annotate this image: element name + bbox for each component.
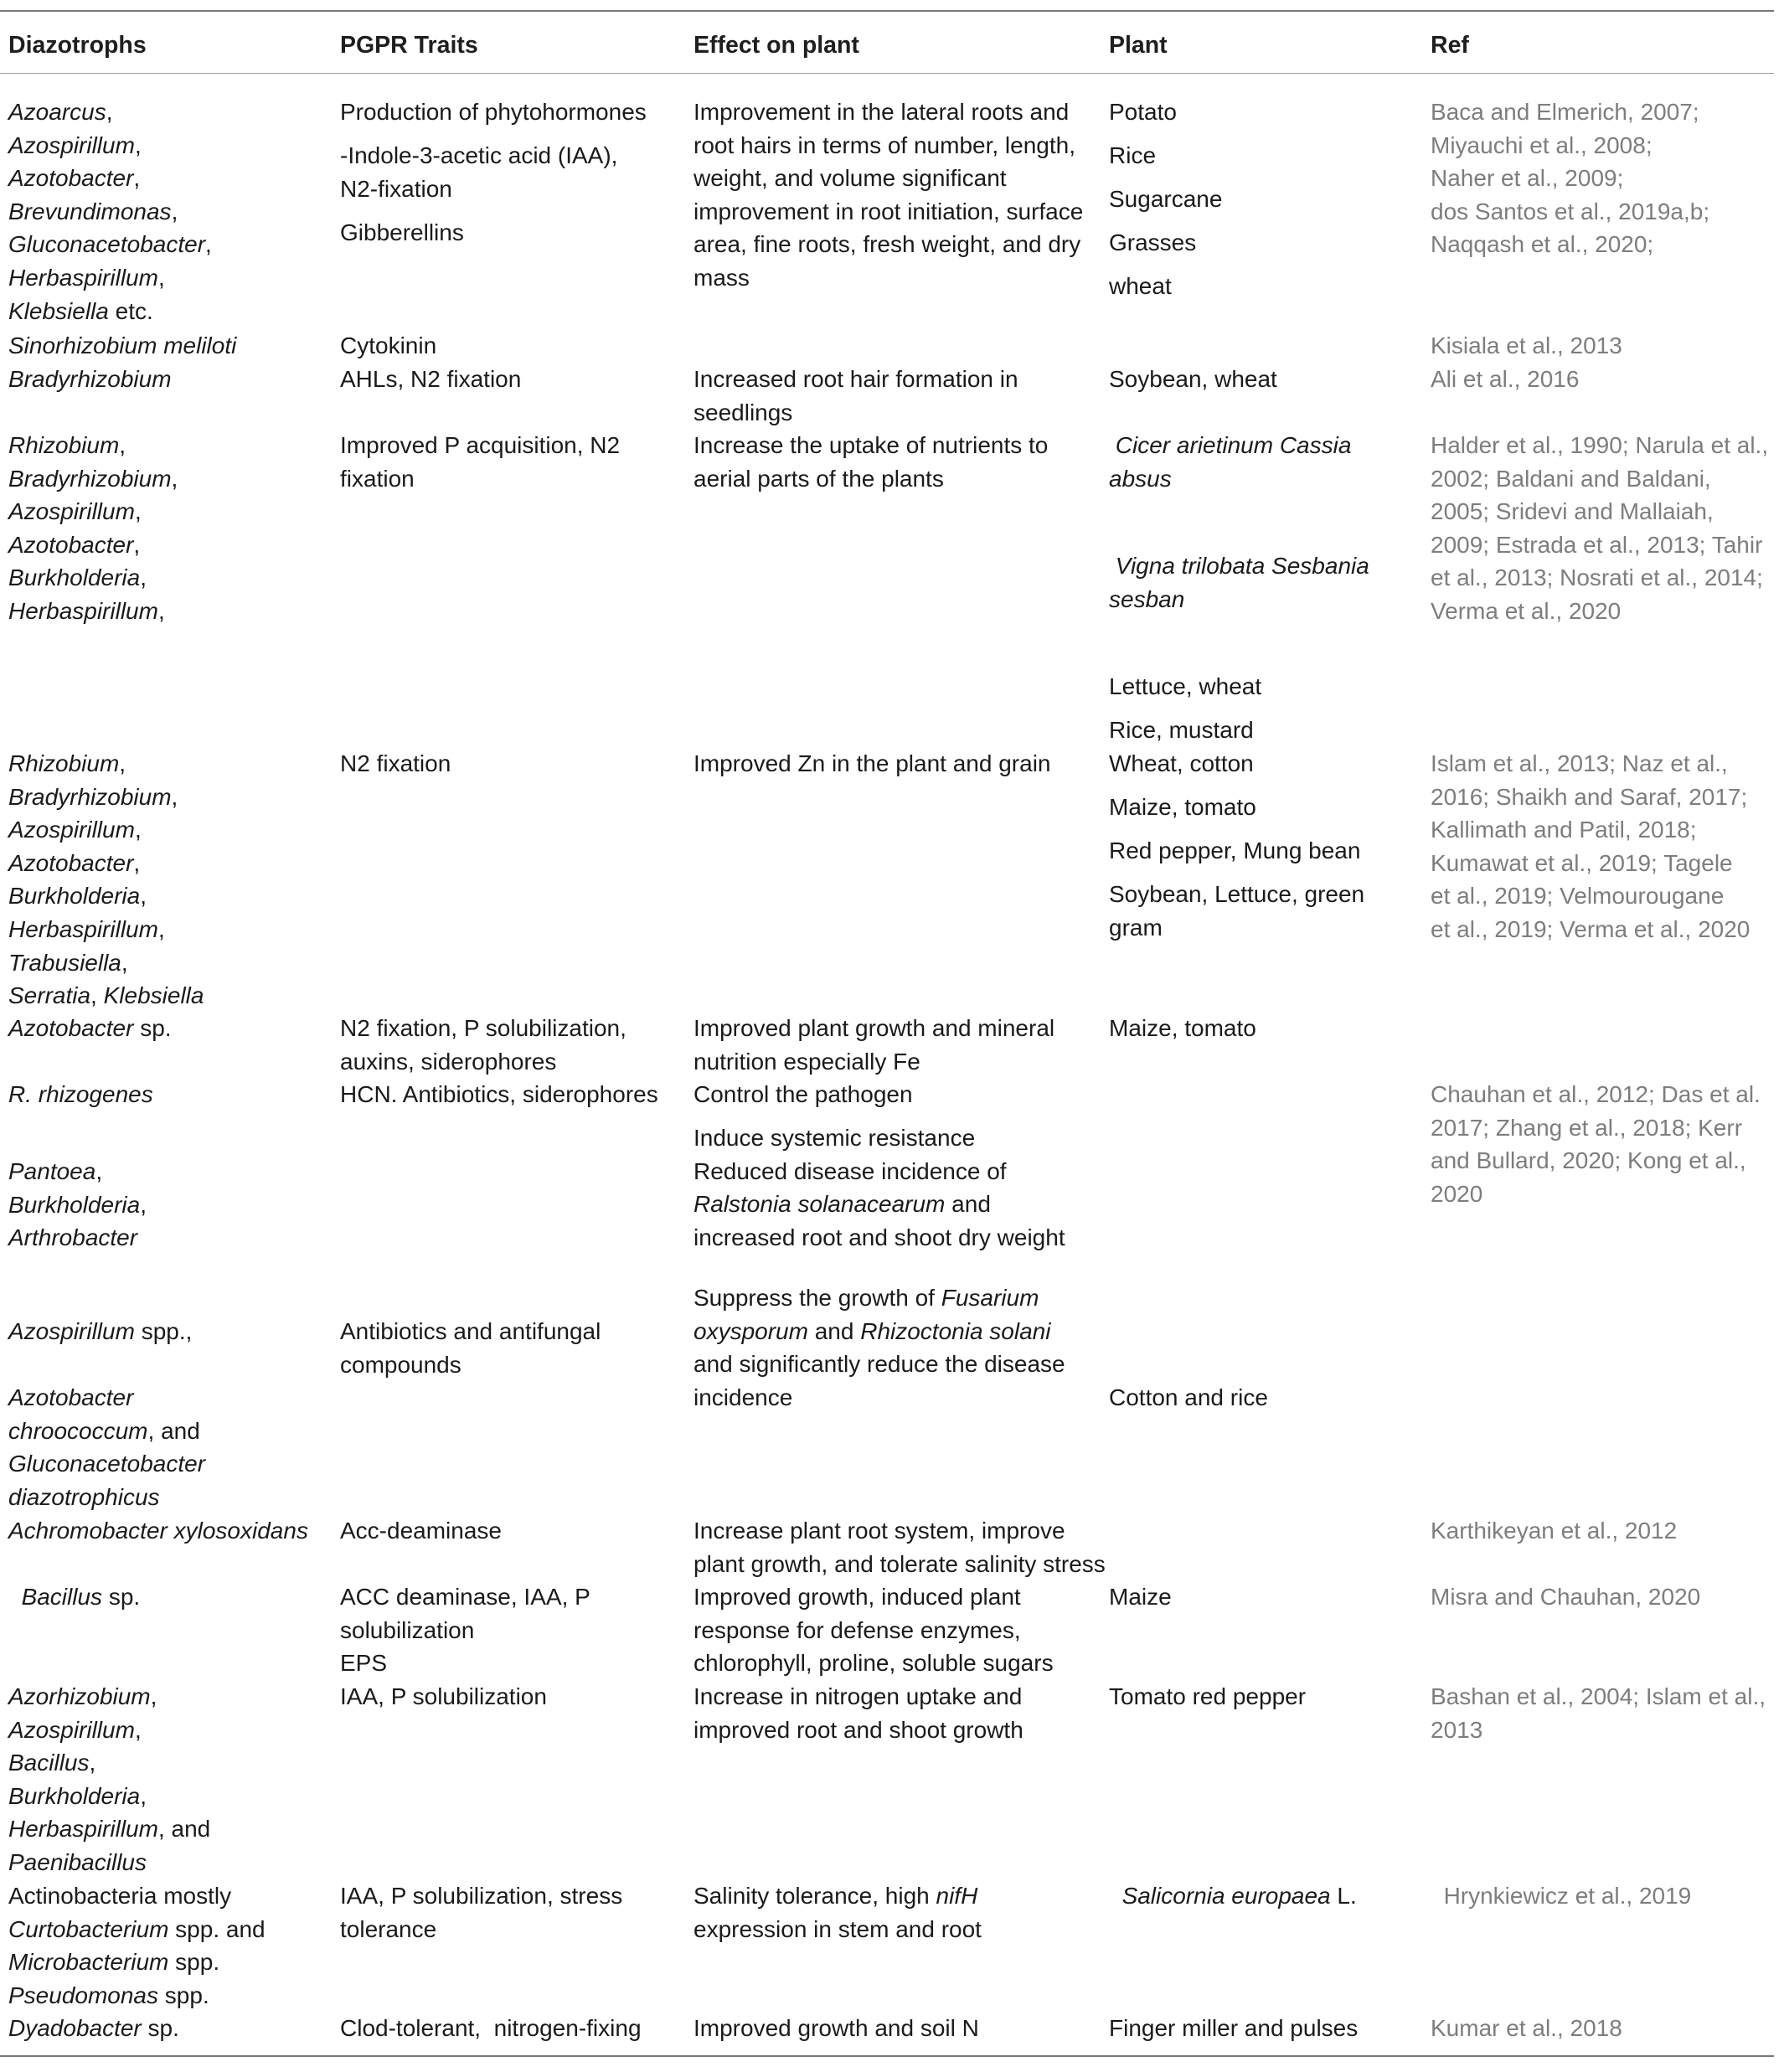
table-cell: IAA, P solubilization, stress tolerance (340, 1883, 623, 1942)
table-cell: Misra and Chauhan, 2020 (1431, 1584, 1701, 1610)
table-bottom-rule (0, 2055, 1774, 2057)
table-cell: Sugarcane (1109, 186, 1223, 212)
table-cell: Hrynkiewicz et al., 2019 (1443, 1883, 1692, 1909)
table-cell: Dyadobacter sp. (8, 2015, 179, 2041)
table-cell: Bacillus sp. (21, 1584, 141, 1610)
header-effect-on-plant: Effect on plant (693, 32, 859, 59)
table-cell: Clod-tolerant, nitrogen-fixing (340, 2015, 642, 2041)
table-cell: Control the pathogen (693, 1081, 913, 1107)
table-cell: Actinobacteria mostly Curtobacterium spp. and Microbacterium spp. Pseudomonas spp. (8, 1883, 266, 2008)
table-cell: Tomato red pepper (1109, 1683, 1307, 1709)
table-cell: Increase in nitrogen uptake and improved root and shoot growth (693, 1683, 1023, 1743)
table-cell: Halder et al., 1990; Narula et al., 2002; Baldani and Baldani, 2005; Sridevi and Mallaiah, 2009; Estrada et al., 2013; Tahir et al., 2013; Nosrati et al., 2014; Verma et al., 2020 (1431, 432, 1769, 624)
table-cell: Pantoea, Burkholderia, Arthrobacter (8, 1158, 147, 1251)
table-cell: Bashan et al., 2004; Islam et al., 2013 (1431, 1683, 1766, 1743)
table-cell: Wheat, cotton (1109, 750, 1254, 776)
table-cell: Acc-deaminase (340, 1518, 502, 1544)
table-cell: Soybean, Lettuce, green gram (1109, 881, 1365, 941)
table-cell: Maize, tomato (1109, 1015, 1256, 1041)
table-cell: Improvement in the lateral roots and root hairs in terms of number, length, weight, and volume significant improvement in root initiation, surface area, fine roots, fresh weight, and dry mass (693, 99, 1084, 291)
table-cell: Maize (1109, 1584, 1172, 1610)
table-top-rule (0, 10, 1774, 12)
table-cell: Cytokinin (340, 332, 437, 358)
table-cell: IAA, P solubilization (340, 1683, 547, 1709)
table-cell: Bradyrhizobium (8, 366, 172, 392)
table-cell: Sinorhizobium meliloti (8, 332, 237, 358)
table-cell: Grasses (1109, 229, 1197, 255)
table-cell: AHLs, N2 fixation (340, 366, 522, 392)
table-cell: Gibberellins (340, 219, 464, 245)
table-cell: Improved growth, induced plant response for defense enzymes, chlorophyll, proline, soluble sugars (693, 1584, 1054, 1677)
table-cell: Increase the uptake of nutrients to aerial parts of the plants (693, 432, 1049, 492)
header-pgpr-traits: PGPR Traits (340, 32, 478, 59)
table-cell: Red pepper, Mung bean (1109, 838, 1361, 863)
table-cell: Azotobacter sp. (8, 1015, 172, 1041)
header-diazotrophs: Diazotrophs (8, 32, 147, 59)
table-cell: Rice, mustard (1109, 717, 1254, 743)
table-cell: Chauhan et al., 2012; Das et al. 2017; Zhang et al., 2018; Kerr and Bullard, 2020; Kong et al., 2020 (1431, 1081, 1761, 1207)
header-rule (0, 73, 1774, 74)
table-cell: Maize, tomato (1109, 794, 1256, 820)
table-cell: Induce systemic resistance Reduced disease incidence of Ralstonia solanacearum and increased root and shoot dry weight (693, 1125, 1065, 1250)
table-cell: Vigna trilobata Sesbania sesban (1109, 553, 1369, 612)
table-cell: Increased root hair formation in seedlings (693, 366, 1018, 425)
table-cell: Karthikeyan et al., 2012 (1431, 1518, 1678, 1544)
table-cell: Islam et al., 2013; Naz et al., 2016; Shaikh and Saraf, 2017; Kallimath and Patil, 2018; Kumawat et al., 2019; Tagele et al., 2019; Velmourougane et al., 2019; Verma et al., 2020 (1431, 750, 1750, 942)
table-cell: wheat (1109, 273, 1172, 299)
table-cell: Cicer arietinum Cassia absus (1109, 432, 1352, 492)
table-cell: Suppress the growth of Fusarium oxysporum and Rhizoctonia solani and significantly reduce the disease incidence (693, 1285, 1065, 1410)
table-cell: Kumar et al., 2018 (1431, 2015, 1622, 2041)
table-cell: Azospirillum spp., (8, 1318, 193, 1344)
table-cell: -Indole-3-acetic acid (IAA), N2-fixation (340, 142, 618, 202)
table-cell: Potato (1109, 99, 1177, 125)
table-cell: Improved plant growth and mineral nutrition especially Fe (693, 1015, 1055, 1075)
table-cell: Finger miller and pulses (1109, 2015, 1359, 2041)
table-cell: HCN. Antibiotics, siderophores (340, 1081, 658, 1107)
table-cell: Azorhizobium, Azospirillum, Bacillus, Burkholderia, Herbaspirillum, and Paenibacillus (8, 1683, 211, 1875)
table-cell: Azoarcus, Azospirillum, Azotobacter, Brevundimonas, Gluconacetobacter, Herbaspirillum, Klebsiella etc. (8, 99, 212, 324)
table-cell: ACC deaminase, IAA, P solubilization EPS (340, 1584, 590, 1677)
table-cell: Kisiala et al., 2013 (1431, 332, 1622, 358)
header-plant: Plant (1109, 32, 1168, 59)
table-cell: Improved growth and soil N (693, 2015, 979, 2041)
table-cell: Azotobacter chroococcum, and Gluconacetobacter diazotrophicus (8, 1384, 206, 1510)
table-cell: Improved P acquisition, N2 fixation (340, 432, 621, 492)
table-cell: Increase plant root system, improve plant growth, and tolerate salinity stress (693, 1518, 1106, 1577)
table-cell: Ali et al., 2016 (1431, 366, 1580, 392)
table-cell: Antibiotics and antifungal compounds (340, 1318, 601, 1378)
table-cell: Achromobacter xylosoxidans (8, 1518, 308, 1544)
table-cell: N2 fixation, P solubilization, auxins, siderophores (340, 1015, 626, 1075)
table-cell: R. rhizogenes (8, 1081, 153, 1107)
table-cell: Salinity tolerance, high nifH expression in stem and root (693, 1883, 982, 1942)
table-cell: N2 fixation (340, 750, 451, 776)
table-cell: Lettuce, wheat (1109, 673, 1262, 699)
table-cell: Soybean, wheat (1109, 366, 1277, 392)
table-cell: Production of phytohormones (340, 99, 647, 125)
table-cell: Rice (1109, 142, 1157, 168)
table-cell: Baca and Elmerich, 2007; Miyauchi et al., 2008; Naher et al., 2009; dos Santos et al., 2019a,b; Naqqash et al., 2020; (1431, 99, 1710, 258)
table-cell: Cotton and rice (1109, 1384, 1268, 1410)
table-cell: Rhizobium, Bradyrhizobium, Azospirillum, Azotobacter, Burkholderia, Herbaspirillum, (8, 432, 178, 624)
table-cell: Salicornia europaea L. (1121, 1883, 1357, 1909)
header-ref: Ref (1431, 32, 1469, 59)
table-cell: Rhizobium, Bradyrhizobium, Azospirillum, Azotobacter, Burkholderia, Herbaspirillum, Trabusiella, Serratia, Klebsiella (8, 750, 204, 1009)
table-cell: Improved Zn in the plant and grain (693, 750, 1051, 776)
